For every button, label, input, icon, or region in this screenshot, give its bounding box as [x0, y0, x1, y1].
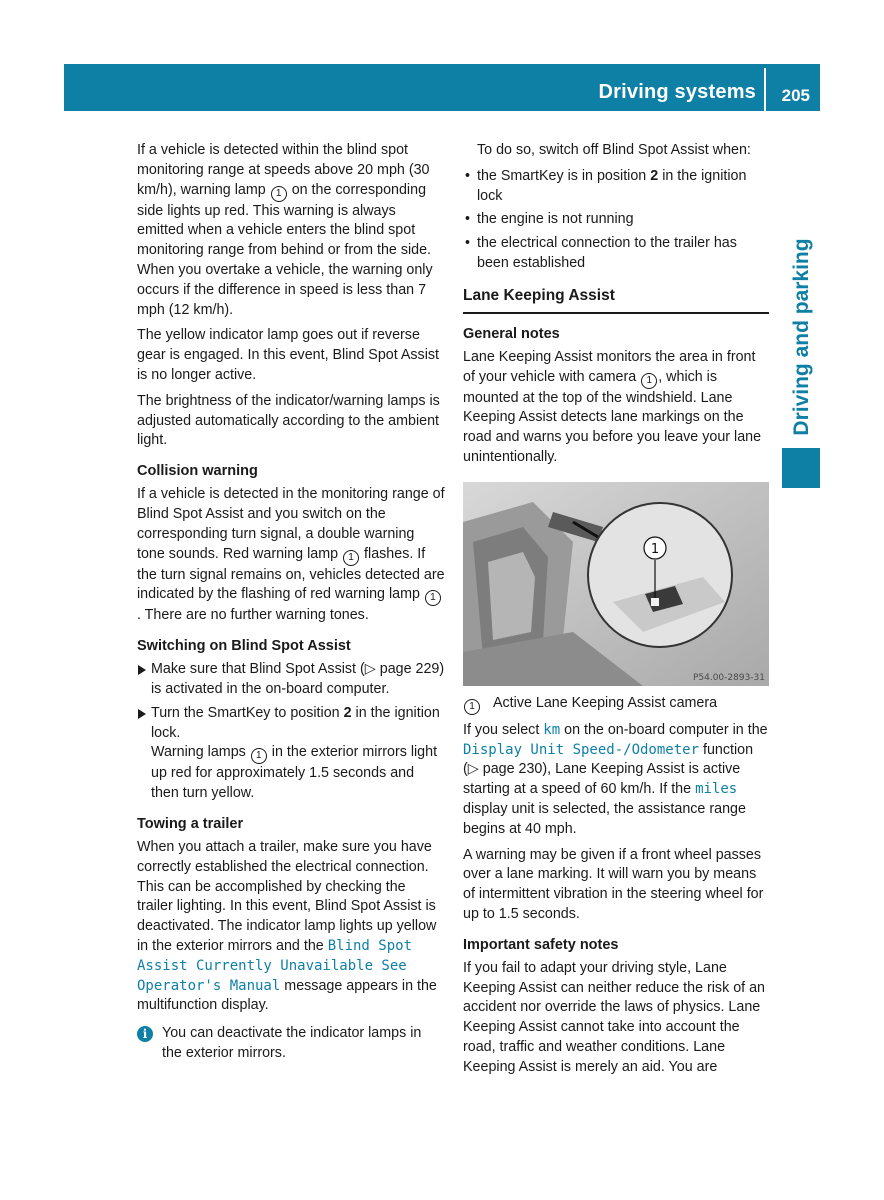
paragraph-general-notes: Lane Keeping Assist monitors the area in front of your vehicle with camera 1 , which is mounted at the top of the windshield. Lane Keeping Assist detects lane markings on the road and warns you before you leave your lane unintentionally.	[463, 348, 762, 465]
step-item: Turn the SmartKey to position 2 in the ignition lock. Warning lamps 1 in the exterior mirrors light up red for approximately 1.5 seconds and then turn yellow.	[137, 704, 445, 804]
paragraph-towing: When you attach a trailer, make sure you have correctly established the electrical connection. This can be accomplished by checking the trailer lighting. In this event, Blind Spot Assist is deactivated. The indicator lamp lights up yellow in the exterior mirrors and the Blind Spot Assist Currently Unavailable See Operator's Manual message appears in the multifunction display.	[137, 838, 437, 1014]
list-item: • the electrical connection to the trailer has been established	[463, 234, 769, 274]
display-menu-item: Display Unit Speed-/Odometer	[463, 741, 700, 758]
paragraph-warning-lamp: If a vehicle is detected within the blind spot monitoring range at speeds above 20 mph (30 km/h), warning lamp 1 on the corresponding side lights up red. This warning is always emitted when a vehicle enters the blind spot monitoring range from behind or from the side. When you overtake a vehicle, the warning only occurs if the difference in speed is less than 7 mph (12 km/h).	[137, 142, 433, 318]
heading-switching-on: Switching on Blind Spot Assist	[137, 638, 351, 655]
step-arrow-icon	[138, 665, 146, 675]
paragraph-collision: If a vehicle is detected in the monitoring range of Blind Spot Assist and you switch on the corresponding turn signal, a double warning tone sounds. Red warning lamp 1 flashes. If the turn signal remains on, vehicles detected are indicated by the flashing of red warning lamp 1. There are no further warning tones.	[137, 486, 445, 624]
right-column	[463, 141, 769, 1084]
display-value-km: km	[543, 721, 561, 738]
page-number: 205	[781, 86, 810, 105]
list-item: • the SmartKey is in position 2 in the ignition lock	[463, 167, 769, 207]
step-item: Make sure that Blind Spot Assist (▷ page 229) is activated in the on-board computer.	[137, 660, 445, 700]
callout-1-icon: 1	[251, 748, 267, 764]
figure-code: P54.00-2893-31	[692, 672, 765, 683]
heading-general-notes: General notes	[463, 325, 560, 342]
page-reference-icon: ▷	[467, 761, 479, 778]
list-item: • the engine is not running	[463, 210, 769, 230]
step-arrow-icon	[138, 709, 146, 719]
paragraph-safety: If you fail to adapt your driving style, Lane Keeping Assist can neither reduce the risk of an accident nor override the laws of physics. Lane Keeping Assist cannot take into account the road, traffic and weather conditions. Lane Keeping Assist is merely an aid. You are	[463, 959, 766, 1075]
paragraph-reverse-gear: The yellow indicator lamp goes out if reverse gear is engaged. In this event, Blind Spot Assist is no longer active.	[137, 327, 440, 383]
page-header	[64, 64, 820, 111]
section-title: Driving systems	[598, 81, 756, 103]
info-icon: i	[137, 1026, 153, 1042]
chapter-side-tab	[782, 232, 822, 442]
left-column	[137, 141, 445, 1064]
page-reference-icon: ▷	[364, 661, 376, 678]
callout-1-icon: 1	[641, 373, 657, 389]
camera-location-figure	[463, 482, 769, 686]
figure-caption: 1 Active Lane Keeping Assist camera	[463, 694, 769, 715]
paragraph-brightness: The brightness of the indicator/warning lamps is adjusted automatically according to the ambient light.	[137, 392, 440, 449]
heading-collision-warning: Collision warning	[137, 463, 258, 480]
chapter-label: Driving and parking	[790, 238, 813, 436]
figure-callout-label: 1	[650, 541, 660, 557]
callout-1-icon: 1	[464, 699, 480, 715]
windshield-camera-illustration	[463, 482, 769, 686]
callout-1-icon: 1	[271, 186, 287, 202]
heading-safety-notes: Important safety notes	[463, 936, 619, 953]
heading-lane-keeping-assist: Lane Keeping Assist	[463, 286, 769, 314]
paragraph-display-unit: If you select km on the on-board computer in the Display Unit Speed-/Odometer function (▷ page 230), Lane Keeping Assist is active starting at a speed of 60 km/h. If the miles display unit is selected, the assistance range begins at 40 mph.	[463, 721, 768, 837]
display-value-miles: miles	[695, 781, 738, 798]
header-divider	[764, 68, 766, 111]
callout-1-icon: 1	[425, 590, 441, 606]
info-note: i You can deactivate the indicator lamps in the exterior mirrors.	[137, 1024, 445, 1064]
chapter-marker-block	[782, 448, 820, 488]
heading-towing-trailer: Towing a trailer	[137, 815, 244, 832]
callout-1-icon: 1	[343, 550, 359, 566]
paragraph-wheel-warning: A warning may be given if a front wheel passes over a lane marking. It will warn you by means of intermittent vibration in the steering wheel for up to 1.5 seconds.	[463, 846, 764, 922]
paragraph-switch-off-intro: To do so, switch off Blind Spot Assist when:	[477, 142, 751, 158]
display-message: Blind Spot Assist Currently Unavailable See Operator's Manual	[137, 937, 413, 994]
